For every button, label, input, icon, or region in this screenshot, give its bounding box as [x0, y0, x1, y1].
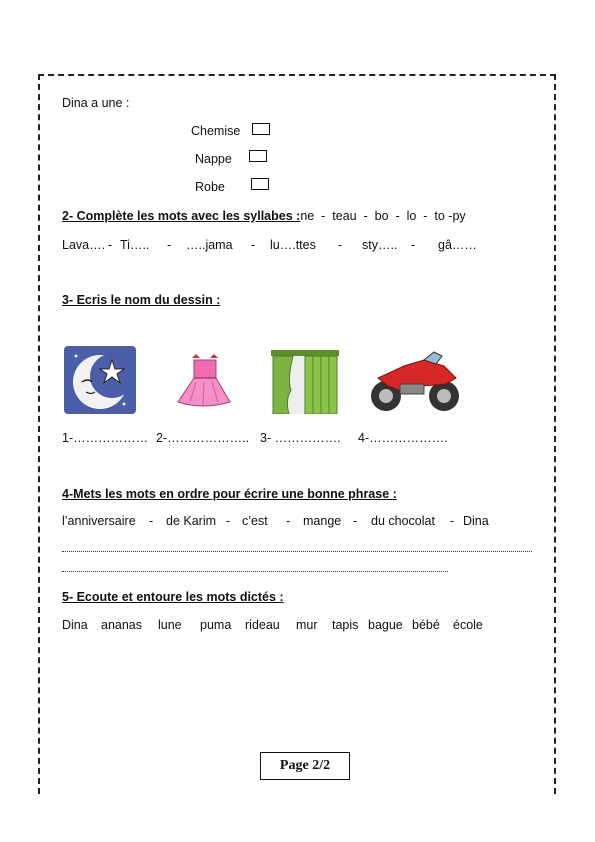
q2-sep-5: -: [411, 238, 416, 252]
q4-word-1: l’anniversaire: [62, 514, 136, 528]
q4-heading: 4-Mets les mots en ordre pour écrire une bonne phrase :: [62, 487, 397, 501]
q5-word-2[interactable]: ananas: [101, 618, 143, 632]
q2-word-2: Ti…..: [120, 238, 150, 252]
page-number-box: [260, 752, 350, 780]
q3-blank-1: 1-………………: [62, 431, 149, 445]
q4-word-4: mange: [303, 514, 342, 528]
q2-word-6: gâ……: [438, 238, 477, 252]
q4-word-2: de Karim: [166, 514, 217, 528]
q3-blank-2: 2-………………..: [156, 431, 250, 445]
q2-line: [62, 209, 466, 223]
q4-sep-3: -: [286, 514, 291, 528]
q4-word-5: du chocolat: [371, 514, 435, 528]
q4-answer-line-1[interactable]: [62, 551, 532, 552]
q3-blank-3: 3- …………….: [260, 431, 341, 445]
q5-word-1[interactable]: Dina: [62, 618, 88, 632]
option-nappe-label: Nappe: [195, 152, 232, 166]
motorbike-picture: [364, 348, 464, 416]
q3-heading: 3- Ecris le nom du dessin :: [62, 293, 221, 307]
q2-word-3: …..jama: [186, 238, 233, 252]
q5-heading: 5- Ecoute et entoure les mots dictés :: [62, 590, 284, 604]
q2-word-5: sty…..: [362, 238, 398, 252]
q5-word-8[interactable]: bague: [368, 618, 403, 632]
q3-blank-4: 4-……………….: [358, 431, 448, 445]
q4-answer-line-2[interactable]: [62, 571, 448, 572]
q1-intro: Dina a une :: [62, 96, 130, 110]
q2-sep-4: -: [338, 238, 343, 252]
q2-word-1: Lava….: [62, 238, 106, 252]
q4-sep-2: -: [226, 514, 231, 528]
q2-sep-3: -: [251, 238, 256, 252]
q2-word-4: lu….ttes: [270, 238, 316, 252]
q5-word-7[interactable]: tapis: [332, 618, 359, 632]
q4-sep-4: -: [353, 514, 358, 528]
q4-word-6: Dina: [463, 514, 489, 528]
option-chemise-checkbox[interactable]: [252, 123, 270, 135]
q5-word-4[interactable]: puma: [200, 618, 232, 632]
option-robe-checkbox[interactable]: [251, 178, 269, 190]
q4-word-3: c’est: [242, 514, 268, 528]
q2-sep-2: -: [167, 238, 172, 252]
q5-word-9[interactable]: bébé: [412, 618, 440, 632]
q4-sep-5: -: [450, 514, 455, 528]
q2-sep-1: -: [108, 238, 113, 252]
dress-picture: [170, 352, 236, 412]
page-number: Page 2/2: [279, 758, 331, 773]
option-chemise-label: Chemise: [191, 124, 241, 138]
q5-word-3[interactable]: lune: [158, 618, 182, 632]
moon-picture: [64, 346, 136, 414]
curtain-picture: [271, 350, 339, 414]
q5-word-10[interactable]: école: [453, 618, 483, 632]
option-robe-label: Robe: [195, 180, 225, 194]
q2-syllables: ne - teau - bo - lo - to -py: [300, 209, 466, 223]
q4-sep-1: -: [149, 514, 154, 528]
q2-heading: 2- Complète les mots avec les syllabes :: [62, 209, 301, 223]
q5-word-6[interactable]: mur: [296, 618, 318, 632]
q5-word-5[interactable]: rideau: [245, 618, 280, 632]
option-nappe-checkbox[interactable]: [249, 150, 267, 162]
